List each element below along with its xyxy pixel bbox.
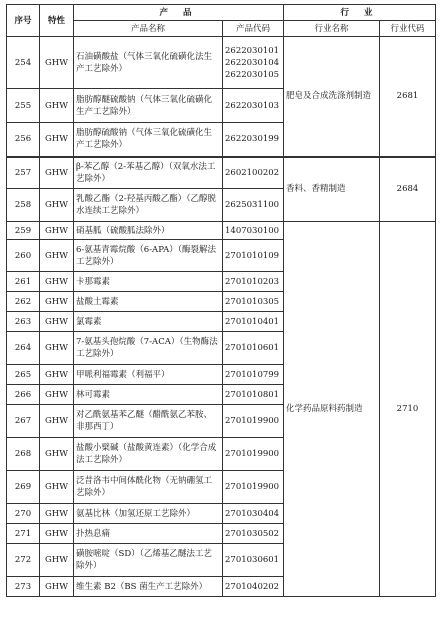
product-name-cell: 乳酸乙酯（2-羟基丙酸乙酯）（乙醇脱水连续工艺除外） xyxy=(74,189,223,222)
product-code-cell: 2701040202 xyxy=(223,577,284,597)
product-name-cell: 石油磺酸盐（气体三氧化硫磺化法生产工艺除外） xyxy=(74,37,223,89)
industry-name-cell: 肥皂及合成洗涤剂制造 xyxy=(284,37,380,157)
header-product-code: 产品代码 xyxy=(223,21,284,37)
product-name-cell: 6-氨基青霉烷酸（6-APA）（酶裂解法工艺除外） xyxy=(74,240,223,272)
product-name-cell: 硝基胍（硫酸胍法除外） xyxy=(74,222,223,240)
property-cell: GHW xyxy=(40,272,74,292)
product-name-cell: 磺胺嘧啶（SD）（乙烯基乙醚法工艺除外） xyxy=(74,544,223,577)
seq-cell: 263 xyxy=(7,312,40,332)
seq-cell: 260 xyxy=(7,240,40,272)
industry-code-cell: 2684 xyxy=(380,157,436,222)
property-cell: GHW xyxy=(40,189,74,222)
product-code-cell: 2701030601 xyxy=(223,544,284,577)
product-code-cell: 2701019900 xyxy=(223,405,284,438)
property-cell: GHW xyxy=(40,504,74,524)
header-product-name: 产品名称 xyxy=(74,21,223,37)
product-code-cell: 2701010203 xyxy=(223,272,284,292)
product-code-cell: 2625031100 xyxy=(223,189,284,222)
product-name-cell: 泛昔洛韦中间体酰化物（无钠硼氢工艺除外） xyxy=(74,471,223,504)
product-name-cell: 7-氨基头孢烷酸（7-ACA）（生物酶法工艺除外） xyxy=(74,332,223,365)
product-code-cell: 2701010109 xyxy=(223,240,284,272)
property-cell: GHW xyxy=(40,405,74,438)
property-cell: GHW xyxy=(40,240,74,272)
header-industry-code: 行业代码 xyxy=(380,21,436,37)
seq-cell: 266 xyxy=(7,385,40,405)
property-cell: GHW xyxy=(40,312,74,332)
seq-cell: 269 xyxy=(7,471,40,504)
product-name-cell: 氨基比林（加氢还原工艺除外） xyxy=(74,504,223,524)
industry-code-cell: 2681 xyxy=(380,37,436,157)
product-name-cell: 卡那霉素 xyxy=(74,272,223,292)
product-code-cell: 2602100202 xyxy=(223,157,284,189)
product-code-cell: 2622030199 xyxy=(223,123,284,157)
seq-cell: 262 xyxy=(7,292,40,312)
seq-cell: 257 xyxy=(7,157,40,189)
table-row xyxy=(7,222,436,240)
product-code-cell: 2701019900 xyxy=(223,438,284,471)
property-cell: GHW xyxy=(40,89,74,123)
header-product: 产 品 xyxy=(74,5,284,21)
product-name-cell: β-苯乙醇（2-苯基乙醇）（双氧水法工艺除外） xyxy=(74,157,223,189)
table-row xyxy=(7,157,436,189)
industry-name-cell: 香料、香精制造 xyxy=(284,157,380,222)
property-cell: GHW xyxy=(40,332,74,365)
seq-cell: 267 xyxy=(7,405,40,438)
seq-cell: 264 xyxy=(7,332,40,365)
product-name-cell: 林可霉素 xyxy=(74,385,223,405)
product-code-cell: 2701010799 xyxy=(223,365,284,385)
product-name-cell: 扑热息痛 xyxy=(74,524,223,544)
header-industry: 行 业 xyxy=(284,5,436,21)
seq-cell: 259 xyxy=(7,222,40,240)
product-code-cell: 2701030404 xyxy=(223,504,284,524)
property-cell: GHW xyxy=(40,544,74,577)
seq-cell: 270 xyxy=(7,504,40,524)
product-name-cell: 氯霉素 xyxy=(74,312,223,332)
property-cell: GHW xyxy=(40,438,74,471)
table-row xyxy=(7,37,436,89)
seq-cell: 265 xyxy=(7,365,40,385)
property-cell: GHW xyxy=(40,471,74,504)
property-cell: GHW xyxy=(40,37,74,89)
product-code-cell: 1407030100 xyxy=(223,222,284,240)
industry-code-cell: 2710 xyxy=(380,222,436,597)
property-cell: GHW xyxy=(40,292,74,312)
product-name-cell: 对乙酰氨基苯乙醚（醋酰氨乙苯胺、非那西丁） xyxy=(74,405,223,438)
hazard-product-table xyxy=(6,4,436,597)
property-cell: GHW xyxy=(40,157,74,189)
property-cell: GHW xyxy=(40,577,74,597)
seq-cell: 256 xyxy=(7,123,40,157)
product-name-cell: 脂肪醇醚硫酸钠（气体三氧化硫磺化生产工艺除外） xyxy=(74,89,223,123)
industry-name-cell: 化学药品原料药制造 xyxy=(284,222,380,597)
seq-cell: 255 xyxy=(7,89,40,123)
product-code-cell: 2701010601 xyxy=(223,332,284,365)
product-code-cell: 2701010801 xyxy=(223,385,284,405)
property-cell: GHW xyxy=(40,222,74,240)
product-code-cell: 2701010305 xyxy=(223,292,284,312)
header-seq: 序号 xyxy=(7,5,40,37)
product-name-cell: 盐酸土霉素 xyxy=(74,292,223,312)
seq-cell: 268 xyxy=(7,438,40,471)
seq-cell: 254 xyxy=(7,37,40,89)
product-name-cell: 盐酸小檗碱（盐酸黄连素）（化学合成法工艺除外） xyxy=(74,438,223,471)
product-name-cell: 脂肪醇硫酸钠（气体三氧化硫磺化生产工艺除外） xyxy=(74,123,223,157)
product-code-cell: 2622030103 xyxy=(223,89,284,123)
header-industry-name: 行业名称 xyxy=(284,21,380,37)
product-code-cell: 2701010401 xyxy=(223,312,284,332)
seq-cell: 261 xyxy=(7,272,40,292)
product-code-cell: 2701030502 xyxy=(223,524,284,544)
seq-cell: 273 xyxy=(7,577,40,597)
property-cell: GHW xyxy=(40,123,74,157)
property-cell: GHW xyxy=(40,524,74,544)
product-name-cell: 甲哌利福霉素（利福平） xyxy=(74,365,223,385)
product-code-cell: 2701019900 xyxy=(223,471,284,504)
product-code-cell: 2622030101 2622030104 2622030105 xyxy=(223,37,284,89)
property-cell: GHW xyxy=(40,365,74,385)
header-property: 特性 xyxy=(40,5,74,37)
property-cell: GHW xyxy=(40,385,74,405)
seq-cell: 271 xyxy=(7,524,40,544)
seq-cell: 272 xyxy=(7,544,40,577)
product-name-cell: 维生素 B2（BS 菌生产工艺除外） xyxy=(74,577,223,597)
seq-cell: 258 xyxy=(7,189,40,222)
